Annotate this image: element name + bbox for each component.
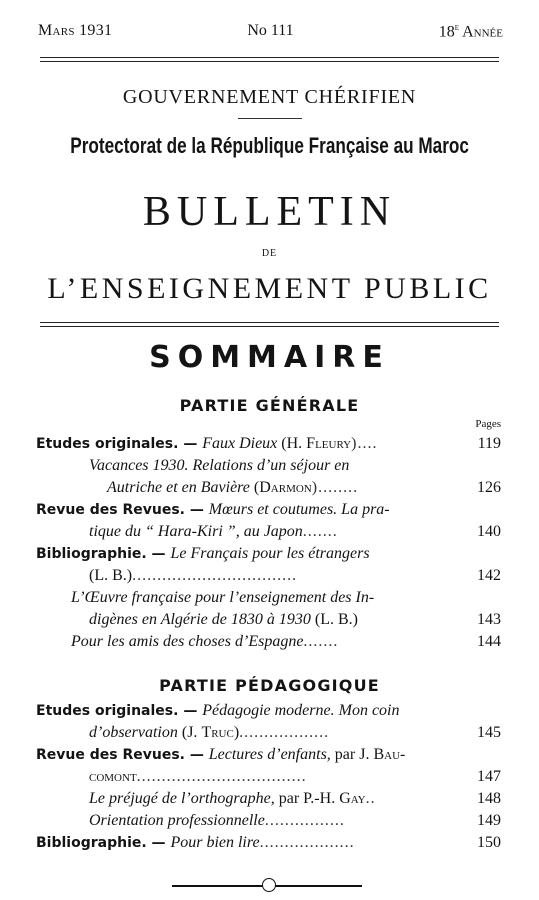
volume-year xyxy=(439,22,503,41)
toc-dots: ....... xyxy=(302,523,338,540)
toc-title: Vacances 1930. Relations d’un séjour en xyxy=(89,457,350,474)
volume-year-number: 18 xyxy=(438,23,455,41)
toc-category: Revue des Revues. — xyxy=(36,502,209,518)
toc-text: (H. xyxy=(277,435,307,452)
toc-text: par P.-H. xyxy=(274,790,340,807)
toc-entry xyxy=(36,700,501,722)
toc-title: Orientation professionnelle xyxy=(89,812,265,829)
protectorate-heading: Protectorat de la République Française au Maroc xyxy=(70,133,469,158)
masthead-line xyxy=(38,22,503,46)
government-heading: GOUVERNEMENT CHÉRIFIEN xyxy=(122,86,417,108)
toc-dots: )........ xyxy=(311,479,359,496)
partie-generale-heading: PARTIE GÉNÉRALE xyxy=(179,396,360,415)
toc-author: Bau- xyxy=(373,746,406,763)
toc-page-number: 147 xyxy=(477,768,501,785)
toc-dots: ).... xyxy=(351,435,378,452)
toc-category: Etudes originales. — xyxy=(36,436,203,452)
toc-entry xyxy=(36,631,501,653)
government-rule xyxy=(238,118,302,119)
toc-title: Mœurs et coutumes. La pra- xyxy=(208,501,390,518)
toc-pedagogique xyxy=(36,700,501,854)
toc-text: (L. B.) xyxy=(310,611,358,628)
toc-author: Darmon xyxy=(259,479,312,496)
toc-dots: ................................. xyxy=(132,567,298,584)
toc-text: (L. B.) xyxy=(89,567,133,584)
toc-category: Bibliographie. — xyxy=(36,835,171,851)
toc-entry xyxy=(36,788,501,810)
toc-entry-continued xyxy=(36,722,501,744)
toc-page-number: 149 xyxy=(477,812,501,829)
toc-entry-continued xyxy=(36,565,501,587)
bulletin-de: DE xyxy=(261,248,278,259)
toc-category: Etudes originales. — xyxy=(36,703,203,719)
toc-title: d’observation xyxy=(89,724,178,741)
toc-entry xyxy=(36,455,501,477)
toc-dots: ................ xyxy=(264,812,345,829)
toc-page-number: 145 xyxy=(477,724,501,741)
toc-page-number: 148 xyxy=(477,790,501,807)
toc-entry-continued xyxy=(36,521,501,543)
toc-title: Faux Dieux xyxy=(202,435,278,452)
toc-page-number: 142 xyxy=(477,567,501,584)
toc-text: par J. xyxy=(330,746,374,763)
header-rule-bottom xyxy=(40,61,499,62)
toc-page-number: 119 xyxy=(477,435,501,452)
partie-pedagogique-heading: PARTIE PÉDAGOGIQUE xyxy=(159,676,380,695)
toc-entry-continued xyxy=(36,477,501,499)
toc-dots: ................... xyxy=(259,834,355,851)
toc-author: Gay xyxy=(339,790,366,807)
toc-dots: .................. xyxy=(239,724,330,741)
toc-text: ) xyxy=(233,724,240,741)
toc-title: tique du “ Hara-Kiri ”, au Japon xyxy=(89,523,303,540)
toc-entry xyxy=(36,433,501,455)
toc-dots: ....... xyxy=(303,633,339,650)
header-rule-top xyxy=(40,57,499,58)
toc-title: Autriche et en Bavière xyxy=(107,479,250,496)
volume-year-sup: e xyxy=(454,22,459,33)
title-rule-bottom xyxy=(40,326,499,327)
toc-entry xyxy=(36,810,501,832)
toc-page-number: 144 xyxy=(477,633,501,650)
issue-number: No 111 xyxy=(247,22,294,39)
enseignement-title: L’ENSEIGNEMENT PUBLIC xyxy=(47,272,492,305)
toc-title: Lectures d’enfants, xyxy=(208,746,331,763)
toc-category: Bibliographie. — xyxy=(36,546,171,562)
toc-title: Le préjugé de l’orthographe, xyxy=(89,790,275,807)
toc-title: Pédagogie moderne. Mon coin xyxy=(202,702,400,719)
toc-title: L’Œuvre française pour l’enseignement des In- xyxy=(71,589,375,606)
toc-entry xyxy=(36,499,501,521)
toc-author: comont xyxy=(89,768,137,785)
toc-entry xyxy=(36,587,501,609)
toc-entry xyxy=(36,744,501,766)
toc-title: digènes en Algérie de 1830 à 1930 xyxy=(89,611,311,628)
toc-page-number: 126 xyxy=(477,479,501,496)
title-rule-top xyxy=(40,322,499,323)
toc-dots: .. xyxy=(365,790,376,807)
volume-year-text: Année xyxy=(459,23,503,41)
toc-page-number: 143 xyxy=(477,611,501,628)
toc-entry-continued xyxy=(36,609,501,631)
pages-column-label: Pages xyxy=(475,418,501,430)
toc-title: Le Français pour les étrangers xyxy=(170,545,370,562)
toc-author: Fleury xyxy=(306,435,352,452)
toc-entry-continued xyxy=(36,766,501,788)
toc-text: (J. xyxy=(177,724,202,741)
toc-entry xyxy=(36,832,501,854)
toc-entry xyxy=(36,543,501,565)
closing-ornament-icon xyxy=(262,878,276,892)
toc-page-number: 150 xyxy=(477,834,501,851)
toc-title: Pour les amis des choses d’Espagne xyxy=(71,633,304,650)
toc-general xyxy=(36,433,501,653)
toc-author: Truc xyxy=(201,724,234,741)
toc-text: ( xyxy=(249,479,260,496)
toc-category: Revue des Revues. — xyxy=(36,747,209,763)
toc-title: Pour bien lire xyxy=(170,834,260,851)
bulletin-title: BULLETIN xyxy=(142,189,397,235)
toc-page-number: 140 xyxy=(477,523,501,540)
issue-date: Mars 1931 xyxy=(38,22,113,39)
sommaire-heading: SOMMAIRE xyxy=(149,340,390,375)
toc-dots: .................................. xyxy=(136,768,307,785)
